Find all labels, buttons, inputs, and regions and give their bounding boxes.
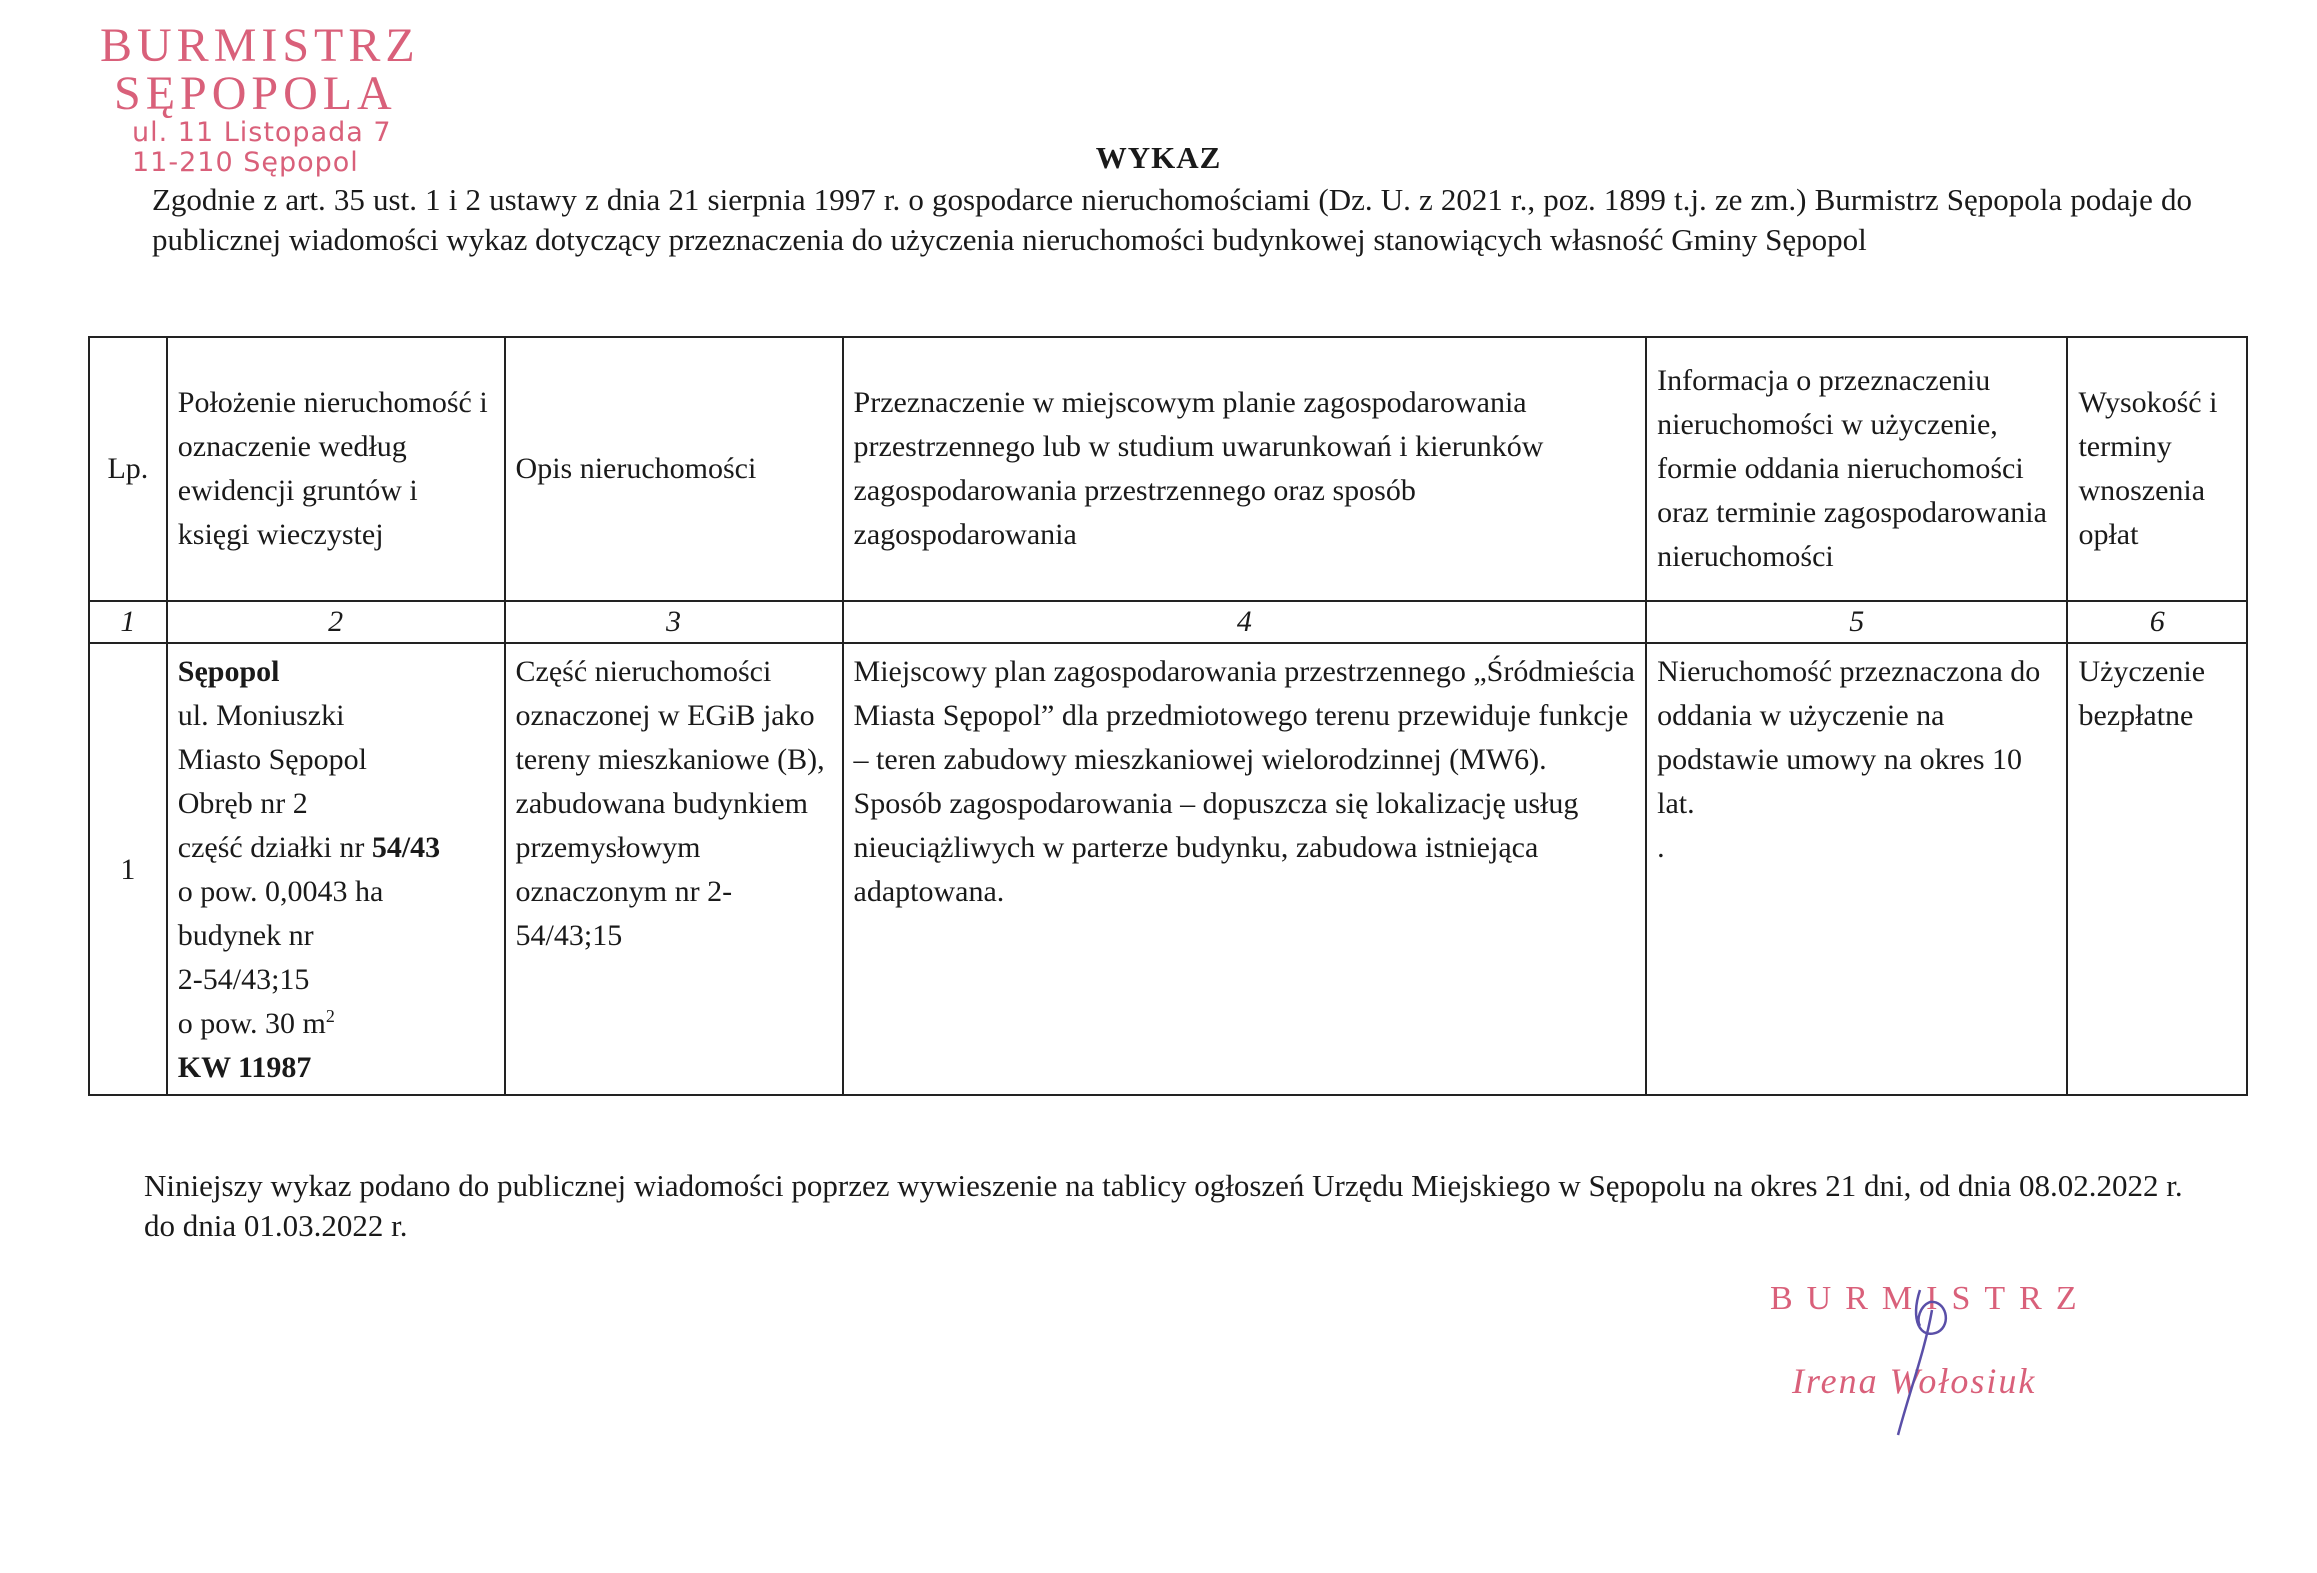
column-number: 1: [89, 601, 167, 643]
footer-paragraph: Niniejszy wykaz podano do publicznej wiadomości poprzez wywieszenie na tablicy ogłoszeń Urzędu Miejskiego w Sępopolu na okres 21 dni, od dnia 08.02.2022 r. do dnia 01.03.2022 r.: [144, 1168, 2183, 1243]
header-wysokosc: Wysokość i terminy wnoszenia opłat: [2067, 337, 2247, 601]
land-register-number: KW 11987: [177, 1051, 312, 1084]
row-przeznaczenie: Miejscowy plan zagospodarowania przestrzennego „Śródmieścia Miasta Sępopol” dla przedmiotowego terenu przewiduje funkcje – teren zabudowy mieszkaniowej wielorodzinnej (MW6). Sposób zagospodarowania – dopuszcza się lokalizację usług nieuciążliwych w parterze budynku, zabudowa istniejąca adaptowana.: [843, 643, 1647, 1095]
column-number: 3: [505, 601, 843, 643]
row-lp: 1: [89, 643, 167, 1095]
intro-paragraph: Zgodnie z art. 35 ust. 1 i 2 ustawy z dnia 21 sierpnia 1997 r. o gospodarce nieruchomościami (Dz. U. z 2021 r., poz. 1899 t.j. ze zm.) Burmistrz Sępopola podaje do publicznej wiadomości wykaz dotyczący przeznaczenia do użyczenia nieruchomości budynkowej stanowiących własność Gminy Sępopol: [152, 182, 2192, 257]
header-opis: Opis nieruchomości: [505, 337, 843, 601]
parcel-prefix: część działki nr: [177, 831, 372, 864]
handwritten-signature-icon: [1770, 1280, 2090, 1440]
row-opis: Część nieruchomości oznaczonej w EGiB jako tereny mieszkaniowe (B), zabudowana budynkiem przemysłowym oznaczonym nr 2-54/43;15: [505, 643, 843, 1095]
document-title: WYKAZ: [1095, 140, 1222, 175]
row-polozenie: [167, 643, 505, 1095]
location-precinct: Obręb nr 2: [177, 787, 308, 820]
location-city: Miasto Sępopol: [177, 743, 367, 776]
parcel-area: o pow. 0,0043 ha: [177, 875, 384, 908]
stamp-line-2: SĘPOPOLA: [114, 67, 397, 120]
property-table: [88, 336, 2248, 1096]
table-row: [89, 643, 2247, 1095]
table-header-row: [89, 337, 2247, 601]
header-lp: Lp.: [89, 337, 167, 601]
area-unit-superscript: 2: [325, 1006, 335, 1026]
row-informacja: [1646, 643, 2067, 1095]
location-town: Sępopol: [177, 655, 280, 688]
column-number-row: [89, 601, 2247, 643]
building-number: 2-54/43;15: [177, 963, 310, 996]
parcel-line: [178, 826, 494, 870]
stamp-line-1: BURMISTRZ: [100, 19, 420, 72]
header-polozenie: Położenie nieruchomość i oznaczenie według ewidencji gruntów i księgi wieczystej: [167, 337, 505, 601]
location-street: ul. Moniuszki: [177, 699, 345, 732]
row-wysokosc: Użyczenie bezpłatne: [2067, 643, 2247, 1095]
header-przeznaczenie: Przeznaczenie w miejscowym planie zagospodarowania przestrzennego lub w studium uwarunkowań i kierunków zagospodarowania przestrzennego oraz sposób zagospodarowania: [843, 337, 1647, 601]
building-area-line: [178, 1002, 494, 1046]
stamp-line-4: 11-210 Sępopol: [132, 147, 359, 178]
column-number: 6: [2067, 601, 2247, 643]
column-number: 5: [1646, 601, 2067, 643]
building-area: o pow. 30 m: [177, 1007, 326, 1040]
stamp-line-3: ul. 11 Listopada 7: [132, 117, 392, 148]
column-number: 2: [167, 601, 505, 643]
parcel-number: 54/43: [371, 831, 441, 864]
header-informacja: Informacja o przeznaczeniu nieruchomości w użyczenie, formie oddania nieruchomości oraz terminie zagospodarowania nieruchomości: [1646, 337, 2067, 601]
signature-name: Irena Wołosiuk: [1792, 1361, 2037, 1401]
informacja-text: Nieruchomość przeznaczona do oddania w użyczenie na podstawie umowy na okres 10 lat.: [1657, 655, 2041, 820]
mayor-signature-stamp: [1770, 1280, 2090, 1440]
informacja-dot: .: [1657, 831, 1665, 864]
building-label: budynek nr: [177, 919, 314, 952]
column-number: 4: [843, 601, 1647, 643]
signature-role: BURMISTRZ: [1770, 1280, 2091, 1317]
